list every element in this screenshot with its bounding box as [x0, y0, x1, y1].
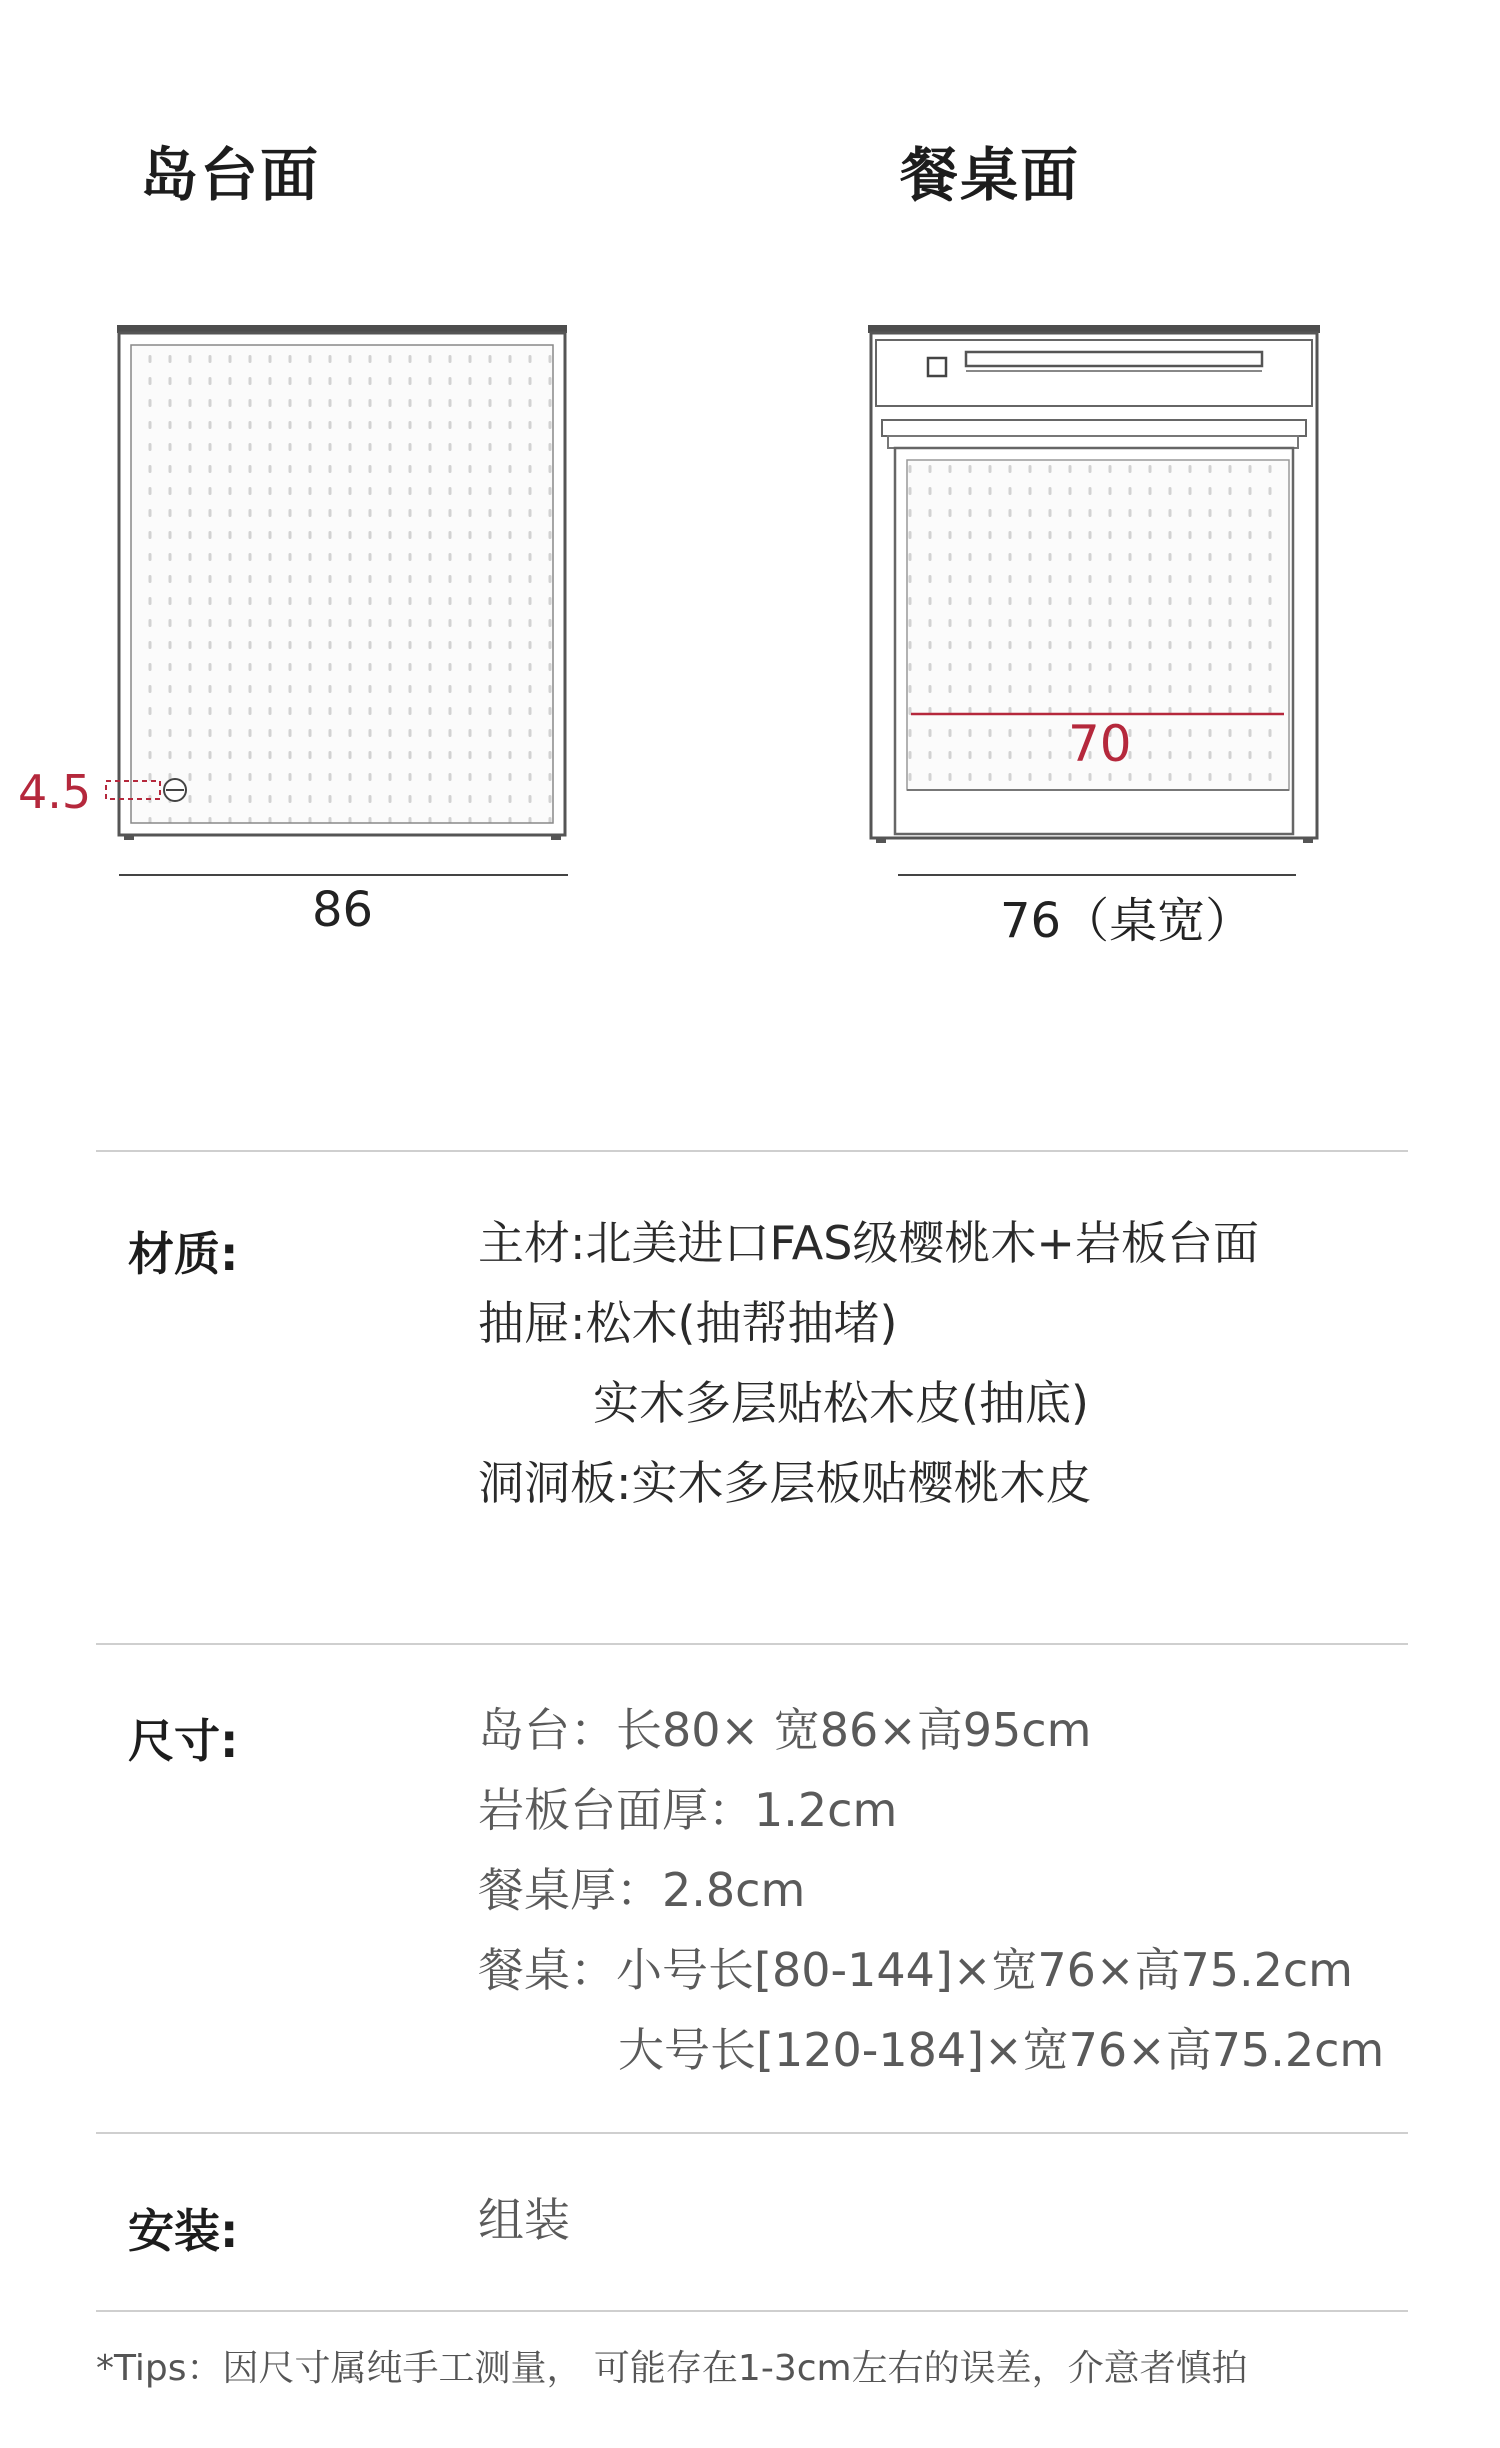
furniture-elevation-drawings: [0, 0, 1500, 1000]
tips-note: *Tips：因尺寸属纯手工测量， 可能存在1-3cm左右的误差，介意者慎拍: [96, 2348, 1248, 2389]
material-line: 实木多层贴松木皮(抽底): [593, 1376, 1089, 1430]
material-line: 洞洞板:实木多层板贴樱桃木皮: [478, 1456, 1092, 1510]
material-label: 材质:: [128, 1227, 239, 1281]
size-line: 餐桌：小号长[80-144]×宽76×高75.2cm: [478, 1943, 1353, 1997]
divider: [96, 2310, 1408, 2312]
dining-height-marker-label: 70: [1068, 715, 1132, 773]
island-drawing: [106, 325, 568, 875]
size-line: 岩板台面厚：1.2cm: [478, 1783, 898, 1837]
install-value-wrap: [478, 2180, 570, 2260]
dining-width-label: 76（桌宽）: [1000, 893, 1254, 949]
size-line: 大号长[120-184]×宽76×高75.2cm: [618, 2023, 1385, 2077]
island-pegboard-panel: [131, 345, 553, 823]
material-lines: [478, 1203, 1259, 1523]
drawer-handle: [966, 352, 1262, 366]
size-line: 餐桌厚：2.8cm: [478, 1863, 806, 1917]
dining-drawing: [868, 325, 1320, 875]
divider: [96, 2132, 1408, 2134]
divider: [96, 1150, 1408, 1152]
dining-view-title: 餐桌面: [900, 141, 1081, 209]
size-lines: [478, 1690, 1384, 2090]
drawer: [876, 340, 1312, 406]
island-width-label: 86: [312, 882, 374, 938]
table-rail: [882, 420, 1306, 436]
material-line: 抽屉:松木(抽帮抽堵): [478, 1296, 898, 1350]
size-label: 尺寸:: [128, 1714, 239, 1768]
island-height-marker-label: 4.5: [18, 765, 92, 819]
divider: [96, 1643, 1408, 1645]
install-value: 组装: [478, 2193, 570, 2247]
island-view-title: 岛台面: [140, 141, 321, 209]
material-line: 主材:北美进口FAS级樱桃木+岩板台面: [478, 1216, 1259, 1270]
size-line: 岛台：长80× 宽86×高95cm: [478, 1703, 1092, 1757]
drawer-lock: [928, 358, 946, 376]
install-label: 安装:: [128, 2204, 239, 2258]
